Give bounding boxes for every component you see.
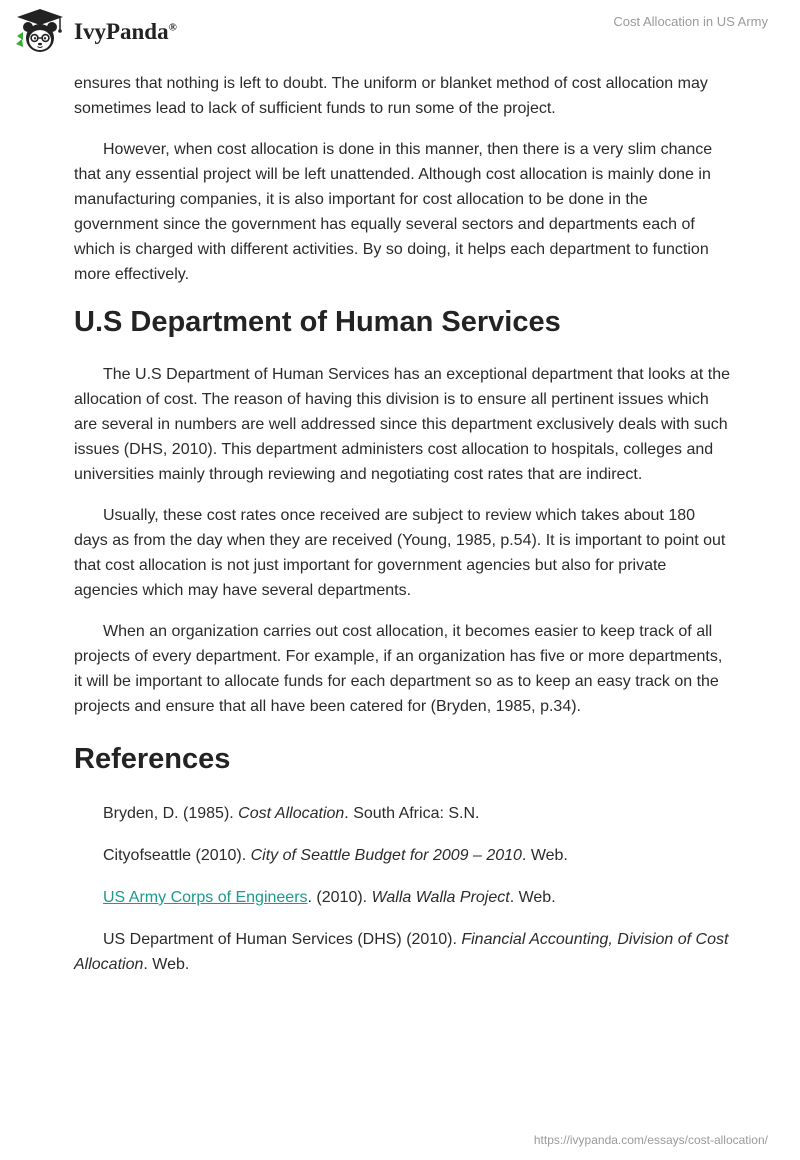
footer-url: https://ivypanda.com/essays/cost-allocation/ bbox=[533, 1133, 768, 1147]
article-body bbox=[74, 71, 730, 994]
panda-graduate-icon bbox=[14, 8, 66, 54]
reference-link[interactable]: US Army Corps of Engineers bbox=[103, 889, 308, 906]
reference-item: Bryden, D. (1985). Cost Allocation. South Africa: S.N. bbox=[103, 805, 480, 822]
brand-logo[interactable] bbox=[14, 8, 177, 54]
reference-item: US Department of Human Services (DHS) (2010). Financial Accounting, Division of Cost Allocation. Web. bbox=[74, 931, 729, 973]
reference-list bbox=[74, 801, 730, 977]
brand-name: IvyPanda® bbox=[74, 19, 177, 44]
references-heading: References bbox=[74, 743, 231, 775]
paragraph: The U.S Department of Human Services has an exceptional department that looks at the allocation of cost. The reason of having this division is to ensure all pertinent issues which are several in numbers are well addressed since this department exclusively deals with such issues (DHS, 2010). This department administers cost allocation to hospitals, colleges and universities mainly through reviewing and negotiating cost rates that are indirect. bbox=[74, 366, 730, 483]
paragraph: However, when cost allocation is done in this manner, then there is a very slim chance that any essential project will be left unattended. Although cost allocation is mainly done in manufacturing companies, it is also important for cost allocation to be done in the government since the government has equally several sectors and departments each of which is charged with different activities. By so doing, it helps each department to function more effectively. bbox=[74, 141, 713, 283]
paragraph: When an organization carries out cost allocation, it becomes easier to keep track of all projects of every department. For example, if an organization has five or more departments, it will be important to allocate funds for each department so as to keep an easy track on the projects and ensure that all have been catered for (Bryden, 1985, p.34). bbox=[74, 623, 723, 715]
reference-item: Cityofseattle (2010). City of Seattle Budget for 2009 – 2010. Web. bbox=[103, 847, 568, 864]
page-header bbox=[0, 0, 800, 60]
section-heading: U.S Department of Human Services bbox=[74, 306, 561, 338]
paragraph: ensures that nothing is left to doubt. The uniform or blanket method of cost allocation may sometimes lead to lack of sufficient funds to run some of the project. bbox=[74, 75, 708, 117]
reference-item: US Army Corps of Engineers. (2010). Walla Walla Project. Web. bbox=[103, 889, 556, 906]
document-title: Cost Allocation in US Army bbox=[613, 14, 768, 29]
paragraph: Usually, these cost rates once received are subject to review which takes about 180 days as from the day when they are received (Young, 1985, p.54). It is important to point out that cost allocation is not just important for government agencies but also for private agencies which may have several departments. bbox=[74, 507, 726, 599]
